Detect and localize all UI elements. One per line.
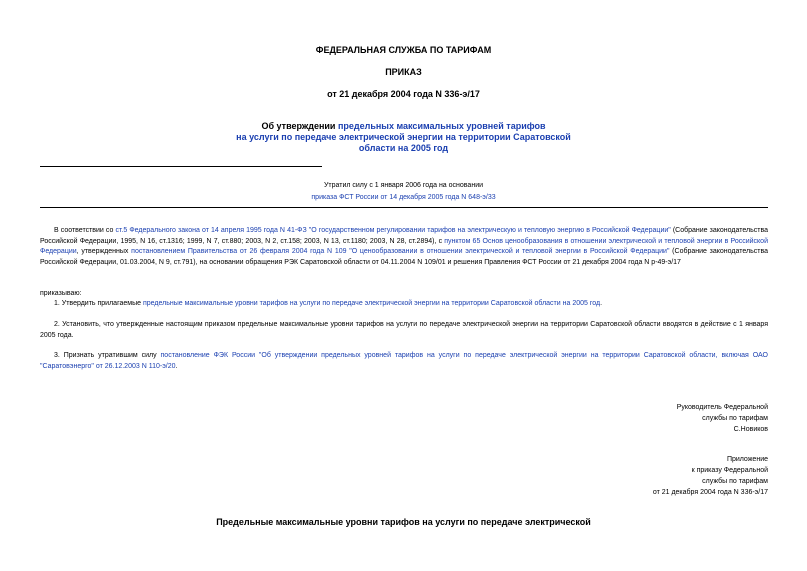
- subject-link-1[interactable]: предельных максимальных уровней тарифов: [337, 121, 546, 131]
- divider-top: [40, 166, 322, 167]
- document-type: ПРИКАЗ: [385, 67, 422, 77]
- document-date-number: от 21 декабря 2004 года N 336-э/17: [327, 89, 480, 99]
- order-item-2: 2. Установить, что утвержденные настоящим приказом предельные максимальные уровни тарифов на услуги по передаче электрической энергии на территории Саратовской области вводятся в действие с 1 января 2005 года.: [40, 321, 768, 339]
- item3-text: 3. Признать утратившим силу: [54, 352, 161, 359]
- preamble-paragraph: [40, 226, 768, 268]
- document-subject: [0, 121, 807, 154]
- appendix-line-2: к приказу Федеральной: [691, 467, 768, 474]
- order-item-1: [40, 299, 768, 310]
- preamble-text-b: (Собрание законодательства Российской Федерации, 1995, N 16, ст.1316; 1999, N 7, ст.880; 2003, N 2, ст.158; 2003, N 13, ст.1180; 2003, N 28, ст.2894), с: [40, 227, 768, 245]
- appendix-line-3: службы по тарифам: [702, 478, 768, 485]
- agency-title: ФЕДЕРАЛЬНАЯ СЛУЖБА ПО ТАРИФАМ: [315, 45, 492, 55]
- signature-line-2: службы по тарифам: [702, 415, 768, 422]
- item3-end: .: [175, 362, 178, 370]
- order-word: приказываю:: [40, 290, 82, 297]
- subject-link-2[interactable]: на услуги по передаче электрической энергии на территории Саратовской: [236, 132, 571, 142]
- signature-line-1: Руководитель Федеральной: [676, 404, 768, 411]
- order-item-3: [40, 351, 768, 372]
- appendix-title: Предельные максимальные уровни тарифов на услуги по передаче электрической: [216, 517, 591, 527]
- appendix-line-1: Приложение: [726, 456, 768, 463]
- item1-text: 1. Утвердить прилагаемые: [54, 300, 143, 307]
- preamble-text-a: В соответствии со: [54, 227, 116, 234]
- government-resolution-link[interactable]: постановлением Правительства от 26 февраля 2004 года N 109 "О ценообразовании в отношении электрической и тепловой энергии в Российской Федерации": [131, 248, 670, 255]
- tariff-levels-link[interactable]: предельные максимальные уровни тарифов на услуги по передаче электрической энергии на территории Саратовской области на 2005 год: [142, 300, 601, 307]
- appendix-line-4: от 21 декабря 2004 года N 336-э/17: [652, 489, 768, 496]
- pricing-basis-link[interactable]: пунктом 65 Основ ценообразования в отношении электрической и тепловой энергии в Российской Федерации: [40, 237, 768, 255]
- subject-link-3[interactable]: области на 2005 год: [358, 143, 449, 153]
- lost-force-note: [0, 180, 807, 204]
- appendix-block: [653, 454, 768, 498]
- signature-block: [677, 402, 768, 435]
- law-article-link[interactable]: ст.5 Федерального закона от 14 апреля 1995 года N 41-ФЗ "О государственном регулировании тарифов на электрическую и тепловую энергию в Российской Федерации": [115, 227, 671, 234]
- preamble-text-c: , утвержденных: [76, 248, 132, 255]
- lost-force-link[interactable]: приказа ФСТ России от 14 декабря 2005 года N 648-э/33: [311, 194, 496, 201]
- fek-resolution-link[interactable]: постановление ФЭК России "Об утверждении предельных уровней тарифов на услуги по передаче электрической энергии на территории Саратовской области, включая ОАО "Саратовэнерго" от 26.12.2003 N 110-э/20: [40, 352, 768, 370]
- lost-force-text: Утратил силу с 1 января 2006 года на основании: [323, 182, 484, 189]
- divider-bottom: [40, 207, 768, 208]
- subject-prefix: Об утверждении: [261, 121, 338, 131]
- preamble-text-d: (Собрание законодательства Российской Федерации, 01.03.2004, N 9, ст.791), на основании обращения РЭК Саратовской области от 04.11.2004 N 109/01 и решения Правления ФСТ России от 21 декабря 2004 года N р-49-э/17: [40, 248, 768, 266]
- signature-line-3: С.Новиков: [733, 426, 768, 433]
- item1-end: .: [600, 300, 603, 307]
